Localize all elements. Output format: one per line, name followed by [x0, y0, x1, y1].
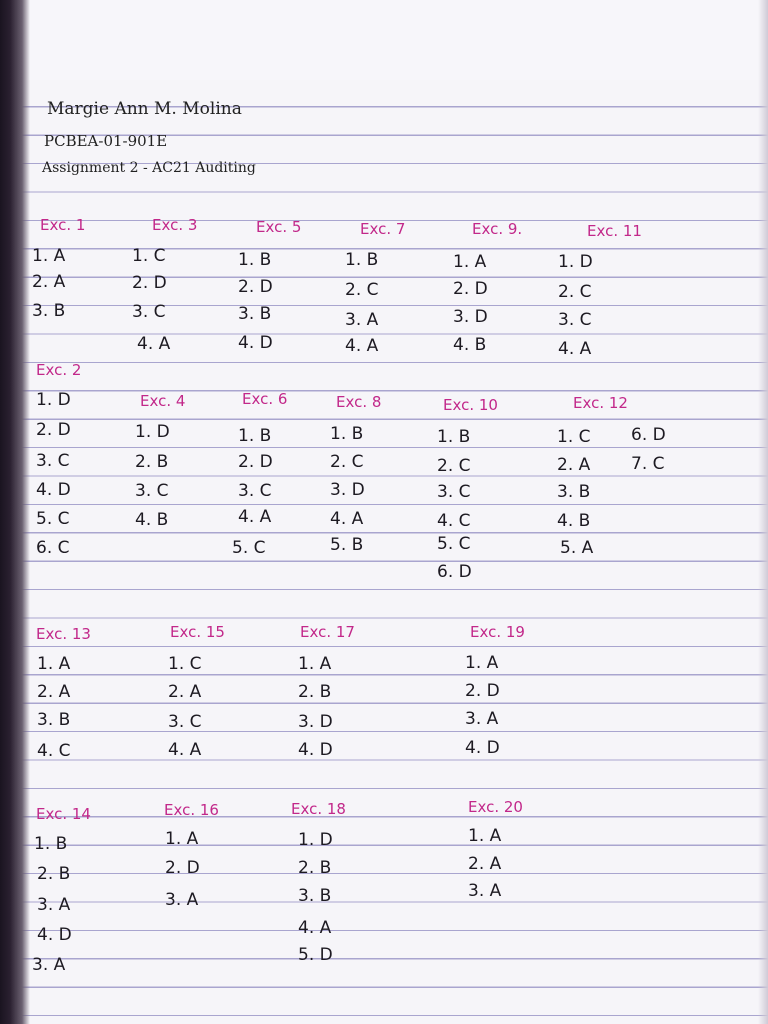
exercise-title-11: Exc. 11 [587, 222, 642, 240]
answer-item: 4. A [137, 334, 171, 354]
answer-item: 3. C [168, 712, 202, 732]
exercise-title-9: Exc. 9. [472, 220, 523, 238]
answer-item: 5. C [232, 538, 266, 558]
exercise-title-19: Exc. 19 [470, 623, 525, 641]
answer-item: 1. C [168, 654, 202, 674]
answer-item: 1. D [36, 390, 71, 410]
answer-item: 2. C [558, 282, 592, 302]
answer-item: 5. C [437, 534, 471, 554]
answer-item: 3. A [32, 955, 66, 975]
answer-item: 4. A [345, 336, 379, 356]
answer-item: 1. A [465, 653, 499, 673]
answer-item: 3. A [468, 881, 502, 901]
answer-item: 1. D [135, 422, 170, 442]
answer-item: 2. D [238, 277, 273, 297]
answer-item: 2. D [132, 273, 167, 293]
exercise-title-10: Exc. 10 [443, 396, 498, 414]
answer-item: 6. D [631, 425, 666, 445]
answer-item: 3. D [453, 307, 488, 327]
exercise-title-8: Exc. 8 [336, 393, 382, 411]
exercise-title-20: Exc. 20 [468, 798, 523, 816]
answer-item: 2. B [135, 452, 169, 472]
answer-item: 2. C [345, 280, 379, 300]
answer-item: 5. D [298, 945, 333, 965]
answer-item: 2. A [557, 455, 591, 475]
answer-item: 2. D [453, 279, 488, 299]
answer-item: 2. B [298, 682, 332, 702]
answer-item: 6. D [437, 562, 472, 582]
section-code: PCBEA-01-901E [44, 132, 168, 150]
answer-item: 2. D [465, 681, 500, 701]
answer-item: 5. B [330, 535, 364, 555]
answer-item: 4. A [558, 339, 592, 359]
answer-item: 1. C [557, 427, 591, 447]
answer-item: 1. B [238, 426, 272, 446]
answer-item: 4. D [465, 738, 500, 758]
answer-item: 1. D [558, 252, 593, 272]
answer-item: 4. D [238, 333, 273, 353]
answer-item: 3. A [165, 890, 199, 910]
answer-item: 1. A [468, 826, 502, 846]
answer-item: 3. B [298, 886, 332, 906]
answer-item: 1. B [238, 250, 272, 270]
answer-item: 4. A [330, 509, 364, 529]
answer-item: 2. A [37, 682, 71, 702]
answer-item: 3. A [465, 709, 499, 729]
answer-item: 3. B [32, 301, 66, 321]
answer-item: 4. B [557, 511, 591, 531]
answer-item: 4. C [437, 511, 471, 531]
answer-item: 2. C [437, 456, 471, 476]
answer-item: 4. A [168, 740, 202, 760]
answer-item: 1. B [437, 427, 471, 447]
answer-item: 4. B [135, 510, 169, 530]
answer-item: 2. D [36, 420, 71, 440]
exercise-title-5: Exc. 5 [256, 218, 302, 236]
answer-item: 4. A [238, 507, 272, 527]
student-name: Margie Ann M. Molina [47, 99, 242, 119]
answer-item: 4. A [298, 918, 332, 938]
answer-item: 2. D [238, 452, 273, 472]
answer-item: 3. B [37, 710, 71, 730]
exercise-title-7: Exc. 7 [360, 220, 406, 238]
answer-item: 1. D [298, 830, 333, 850]
answer-item: 3. C [135, 481, 169, 501]
answer-item: 1. B [34, 834, 68, 854]
answer-item: 2. A [168, 682, 202, 702]
page-shadow-edge [758, 0, 768, 1024]
answer-item: 1. B [330, 424, 364, 444]
answer-item: 1. B [345, 250, 379, 270]
answer-item: 4. D [36, 480, 71, 500]
exercise-title-1: Exc. 1 [40, 216, 86, 234]
answer-item: 2. B [298, 858, 332, 878]
exercise-title-4: Exc. 4 [140, 392, 186, 410]
answer-item: 3. C [132, 302, 166, 322]
answer-item: 1. A [37, 654, 71, 674]
answer-item: 3. D [330, 480, 365, 500]
answer-item: 3. C [437, 482, 471, 502]
answer-item: 5. C [36, 509, 70, 529]
exercise-title-3: Exc. 3 [152, 216, 198, 234]
exercise-title-18: Exc. 18 [291, 800, 346, 818]
exercise-title-15: Exc. 15 [170, 623, 225, 641]
answer-item: 3. A [37, 895, 71, 915]
answer-item: 3. C [238, 481, 272, 501]
answer-item: 3. A [345, 310, 379, 330]
answer-item: 4. B [453, 335, 487, 355]
exercise-title-2: Exc. 2 [36, 361, 82, 379]
answer-item: 1. A [165, 829, 199, 849]
answer-item: 4. C [37, 741, 71, 761]
answer-item: 2. A [32, 272, 66, 292]
answer-item: 5. A [560, 538, 594, 558]
answer-item: 2. B [37, 864, 71, 884]
answer-item: 2. D [165, 858, 200, 878]
answer-item: 6. C [36, 538, 70, 558]
assignment-title: Assignment 2 - AC21 Auditing [42, 160, 256, 176]
exercise-title-16: Exc. 16 [164, 801, 219, 819]
answer-item: 3. D [298, 712, 333, 732]
exercise-title-14: Exc. 14 [36, 805, 91, 823]
answer-item: 7. C [631, 454, 665, 474]
answer-item: 4. D [37, 925, 72, 945]
exercise-title-12: Exc. 12 [573, 394, 628, 412]
answer-item: 3. B [238, 304, 272, 324]
answer-item: 2. C [330, 452, 364, 472]
answer-item: 3. C [36, 451, 70, 471]
answer-item: 3. B [557, 482, 591, 502]
exercise-title-6: Exc. 6 [242, 390, 288, 408]
answer-item: 4. D [298, 740, 333, 760]
answer-item: 1. A [298, 654, 332, 674]
answer-item: 3. C [558, 310, 592, 330]
answer-item: 2. A [468, 854, 502, 874]
answer-item: 1. A [453, 252, 487, 272]
exercise-title-17: Exc. 17 [300, 623, 355, 641]
notebook-binding-edge [0, 0, 30, 1024]
answer-item: 1. C [132, 246, 166, 266]
answer-item: 1. A [32, 246, 66, 266]
exercise-title-13: Exc. 13 [36, 625, 91, 643]
